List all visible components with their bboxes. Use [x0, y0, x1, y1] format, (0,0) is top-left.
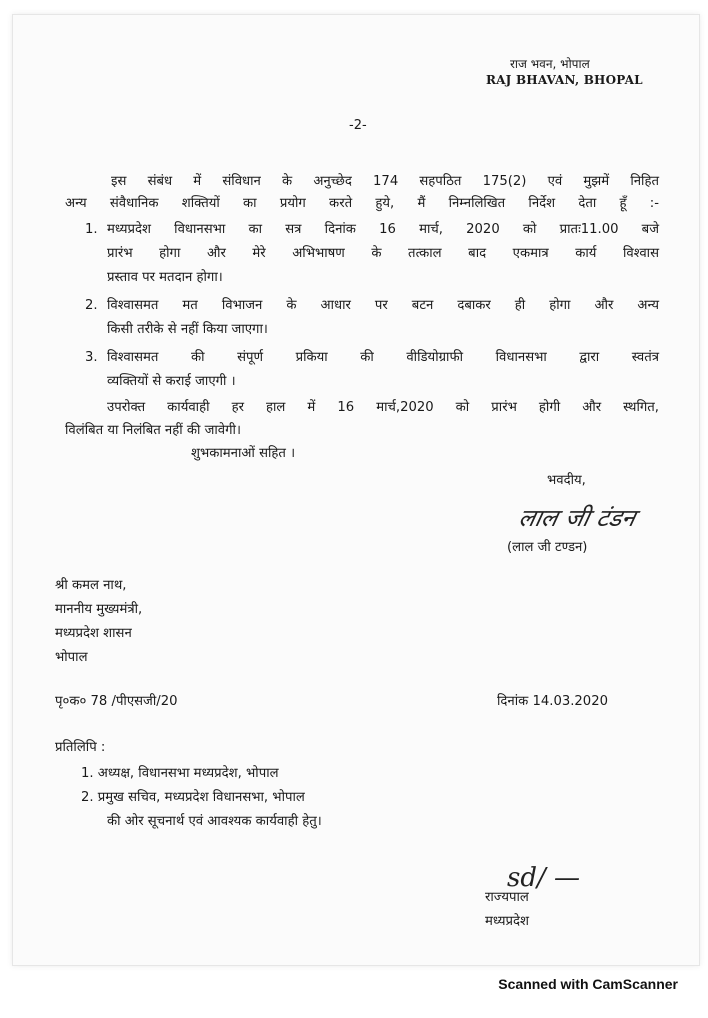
letter-page [12, 14, 700, 966]
conclusion-line-1: उपरोक्त कार्यवाही हर हाल में 16 मार्च,2020 को प्रारंभ होगी और स्थगित, [107, 400, 659, 415]
copy-item-2: 2. प्रमुख सचिव, मध्यप्रदेश विधानसभा, भोपाल [81, 790, 305, 805]
copy-item-1: 1. अध्यक्ष, विधानसभा मध्यप्रदेश, भोपाल [81, 766, 279, 781]
signatory-name: (लाल जी टण्डन) [507, 540, 588, 555]
intro-line-1: इस संबंध में संविधान के अनुच्छेद 174 सहपठित 175(2) एवं मुझमें निहित [111, 174, 659, 189]
item-3-line-2: व्यक्तियों से कराई जाएगी । [107, 374, 236, 389]
page-number: -2- [349, 118, 367, 133]
addressee-line-4: भोपाल [55, 650, 88, 665]
letterhead-hindi: राज भवन, भोपाल [510, 57, 590, 71]
item-2-number: 2. [85, 298, 98, 313]
copy-purpose: की ओर सूचनार्थ एवं आवश्यक कार्यवाही हेतु। [107, 814, 322, 829]
item-1-number: 1. [85, 222, 98, 237]
item-3-number: 3. [85, 350, 98, 365]
wishes: शुभकामनाओं सहित । [191, 446, 296, 461]
closing: भवदीय, [547, 473, 586, 488]
sd-signature: sd/ — [507, 863, 581, 893]
item-2-line-2: किसी तरीके से नहीं किया जाएगा। [107, 322, 268, 337]
item-1-line-1: मध्यप्रदेश विधानसभा का सत्र दिनांक 16 मार्च, 2020 को प्रातः11.00 बजे [107, 222, 659, 237]
reference-number: पृ०क० 78 /पीएसजी/20 [55, 694, 178, 709]
letterhead-english: RAJ BHAVAN, BHOPAL [486, 73, 643, 87]
signature: लाल जी टंडन [515, 504, 639, 532]
letter-date: दिनांक 14.03.2020 [497, 694, 608, 709]
scanner-watermark: Scanned with CamScanner [498, 976, 678, 992]
addressee-line-3: मध्यप्रदेश शासन [55, 626, 132, 641]
item-2-line-1: विश्वासमत मत विभाजन के आधार पर बटन दबाकर ही होगा और अन्य [107, 298, 659, 313]
addressee-line-2: माननीय मुख्यमंत्री, [55, 602, 143, 617]
intro-line-2: अन्य संवैधानिक शक्तियों का प्रयोग करते हुये, मैं निम्नलिखित निर्देश देता हूँ :- [65, 196, 659, 211]
item-3-line-1: विश्वासमत की संपूर्ण प्रकिया की वीडियोग्राफी विधानसभा द्वारा स्वतंत्र [107, 350, 659, 365]
item-1-line-3: प्रस्ताव पर मतदान होगा। [107, 270, 223, 285]
governor-state: मध्यप्रदेश [485, 914, 529, 929]
governor-title: राज्यपाल [485, 890, 529, 905]
addressee-line-1: श्री कमल नाथ, [55, 578, 127, 593]
copy-label: प्रतिलिपि : [55, 740, 106, 755]
conclusion-line-2: विलंबित या निलंबित नहीं की जावेगी। [65, 423, 241, 438]
item-1-line-2: प्रारंभ होगा और मेरे अभिभाषण के तत्काल बाद एकमात्र कार्य विश्वास [107, 246, 659, 261]
